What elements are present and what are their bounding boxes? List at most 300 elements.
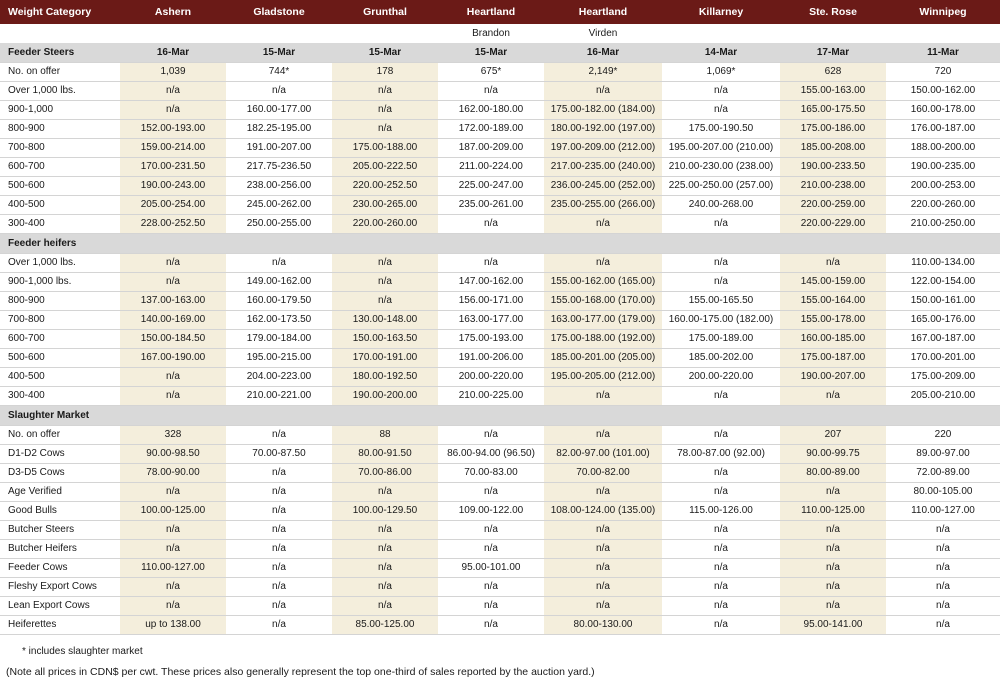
price-cell: n/a [438,520,544,539]
price-cell: 70.00-82.00 [544,463,662,482]
price-cell: n/a [780,558,886,577]
sale-date [332,233,438,253]
price-cell: n/a [226,558,332,577]
price-cell: n/a [438,425,544,444]
table-row [0,520,1000,539]
price-cell: 185.00-208.00 [780,138,886,157]
column-header-gladstone: Gladstone [226,0,332,24]
price-cell: n/a [120,272,226,291]
table-row [0,119,1000,138]
column-header-winnipeg: Winnipeg [886,0,1000,24]
sale-date [120,405,226,425]
price-cell: n/a [226,482,332,501]
row-label: 400-500 [0,367,120,386]
price-cell: n/a [544,214,662,233]
column-header-weight-category: Weight Category [0,0,120,24]
price-cell: 155.00-168.00 (170.00) [544,291,662,310]
row-label: 300-400 [0,214,120,233]
table-row [0,272,1000,291]
price-cell: 172.00-189.00 [438,119,544,138]
price-cell: 228.00-252.50 [120,214,226,233]
price-cell: 205.00-222.50 [332,157,438,176]
sale-date [544,405,662,425]
location-cell [662,24,780,42]
price-cell: 90.00-99.75 [780,444,886,463]
price-cell: n/a [226,501,332,520]
table-row [0,367,1000,386]
price-cell: n/a [438,596,544,615]
section-row [0,42,1000,62]
price-cell: 220.00-259.00 [780,195,886,214]
price-cell: n/a [438,615,544,634]
price-cell: 235.00-261.00 [438,195,544,214]
price-cell: n/a [332,272,438,291]
price-cell: n/a [544,253,662,272]
price-cell: 235.00-255.00 (266.00) [544,195,662,214]
sale-date [332,405,438,425]
price-cell: 204.00-223.00 [226,367,332,386]
price-cell: 70.00-86.00 [332,463,438,482]
price-cell: n/a [438,253,544,272]
price-cell: n/a [780,386,886,405]
price-cell: 78.00-87.00 (92.00) [662,444,780,463]
price-cell: 165.00-175.50 [780,100,886,119]
price-cell: n/a [226,615,332,634]
price-cell: 150.00-161.00 [886,291,1000,310]
price-cell: n/a [544,596,662,615]
price-cell: 182.25-195.00 [226,119,332,138]
price-cell: 628 [780,62,886,81]
location-row [0,24,1000,42]
price-cell: 210.00-238.00 [780,176,886,195]
price-cell: n/a [226,539,332,558]
price-cell: n/a [332,596,438,615]
table-row [0,539,1000,558]
table-row [0,444,1000,463]
price-cell: 90.00-98.50 [120,444,226,463]
price-cell: n/a [120,577,226,596]
price-cell: n/a [120,253,226,272]
price-cell: 220.00-260.00 [332,214,438,233]
location-cell [226,24,332,42]
row-label: 600-700 [0,157,120,176]
price-cell: n/a [226,520,332,539]
location-cell [332,24,438,42]
price-cell: 175.00-189.00 [662,329,780,348]
price-cell: 191.00-206.00 [438,348,544,367]
price-cell: n/a [662,482,780,501]
price-cell: 167.00-187.00 [886,329,1000,348]
price-cell: n/a [226,253,332,272]
sale-date: 15-Mar [226,42,332,62]
price-cell: 140.00-169.00 [120,310,226,329]
price-cell: 180.00-192.50 [332,367,438,386]
price-cell: 190.00-243.00 [120,176,226,195]
price-cell: 195.00-205.00 (212.00) [544,367,662,386]
table-row [0,482,1000,501]
price-cell: 70.00-83.00 [438,463,544,482]
price-cell: 178 [332,62,438,81]
price-cell: 110.00-134.00 [886,253,1000,272]
price-cell: 191.00-207.00 [226,138,332,157]
price-cell: 175.00-188.00 (192.00) [544,329,662,348]
price-cell: n/a [226,577,332,596]
price-cell: 200.00-220.00 [438,367,544,386]
price-cell: 179.00-184.00 [226,329,332,348]
price-cell: n/a [120,596,226,615]
price-cell: 238.00-256.00 [226,176,332,195]
price-cell: n/a [226,81,332,100]
price-cell: n/a [332,100,438,119]
price-cell: n/a [780,596,886,615]
row-label: Lean Export Cows [0,596,120,615]
price-cell: 155.00-165.50 [662,291,780,310]
price-cell: 160.00-179.50 [226,291,332,310]
price-cell: n/a [332,81,438,100]
price-cell: n/a [662,253,780,272]
price-cell: 245.00-262.00 [226,195,332,214]
price-cell: 89.00-97.00 [886,444,1000,463]
table-row [0,100,1000,119]
price-cell: 155.00-162.00 (165.00) [544,272,662,291]
price-cell: 217.75-236.50 [226,157,332,176]
row-label: 600-700 [0,329,120,348]
price-cell: 80.00-130.00 [544,615,662,634]
column-header-ashern: Ashern [120,0,226,24]
price-cell: n/a [544,482,662,501]
price-cell: 200.00-253.00 [886,176,1000,195]
row-label: D3-D5 Cows [0,463,120,482]
table-row [0,253,1000,272]
price-cell: n/a [544,425,662,444]
price-cell: 162.00-180.00 [438,100,544,119]
price-cell: 250.00-255.00 [226,214,332,233]
price-cell: 175.00-187.00 [780,348,886,367]
price-cell: 95.00-101.00 [438,558,544,577]
price-cell: n/a [662,615,780,634]
price-cell: n/a [544,81,662,100]
sale-date: 16-Mar [544,42,662,62]
price-cell: n/a [332,520,438,539]
price-cell: n/a [332,577,438,596]
price-cell: n/a [120,482,226,501]
price-cell: 110.00-127.00 [120,558,226,577]
row-label: 500-600 [0,348,120,367]
price-cell: 1,039 [120,62,226,81]
price-cell: n/a [780,539,886,558]
price-cell: 1,069* [662,62,780,81]
price-cell: 210.00-250.00 [886,214,1000,233]
price-cell: 675* [438,62,544,81]
price-cell: 205.00-254.00 [120,195,226,214]
price-cell: 190.00-200.00 [332,386,438,405]
price-cell: 160.00-177.00 [226,100,332,119]
price-cell: 110.00-127.00 [886,501,1000,520]
price-cell: n/a [120,81,226,100]
price-cell: 150.00-184.50 [120,329,226,348]
table-row [0,501,1000,520]
price-cell: 240.00-268.00 [662,195,780,214]
price-cell: 82.00-97.00 (101.00) [544,444,662,463]
price-cell: 130.00-148.00 [332,310,438,329]
sale-date [120,233,226,253]
price-cell: n/a [120,100,226,119]
price-cell: 225.00-250.00 (257.00) [662,176,780,195]
row-label: 700-800 [0,310,120,329]
price-cell: n/a [662,577,780,596]
price-cell: 175.00-188.00 [332,138,438,157]
price-cell: n/a [662,386,780,405]
price-cell: 159.00-214.00 [120,138,226,157]
price-cell: 162.00-173.50 [226,310,332,329]
price-cell: 137.00-163.00 [120,291,226,310]
row-label: Butcher Steers [0,520,120,539]
price-cell: 195.00-215.00 [226,348,332,367]
row-label: No. on offer [0,425,120,444]
section-title: Feeder Steers [0,42,120,62]
row-label: No. on offer [0,62,120,81]
row-label: 400-500 [0,195,120,214]
table-row [0,558,1000,577]
price-cell: n/a [544,558,662,577]
price-cell: 115.00-126.00 [662,501,780,520]
table-row [0,577,1000,596]
price-cell: 155.00-163.00 [780,81,886,100]
price-cell: 170.00-231.50 [120,157,226,176]
price-cell: 170.00-201.00 [886,348,1000,367]
price-cell: n/a [886,558,1000,577]
price-cell: 188.00-200.00 [886,138,1000,157]
price-cell: 150.00-162.00 [886,81,1000,100]
price-cell: 152.00-193.00 [120,119,226,138]
price-cell: 122.00-154.00 [886,272,1000,291]
price-cell: 175.00-182.00 (184.00) [544,100,662,119]
price-cell: 2,149* [544,62,662,81]
row-label: Over 1,000 lbs. [0,253,120,272]
price-cell: 175.00-193.00 [438,329,544,348]
row-label: Over 1,000 lbs. [0,81,120,100]
price-cell: 211.00-224.00 [438,157,544,176]
price-cell: n/a [780,253,886,272]
price-cell: n/a [120,520,226,539]
price-cell: 80.00-89.00 [780,463,886,482]
price-table-body [0,42,1000,634]
sale-date [226,233,332,253]
price-cell: 167.00-190.00 [120,348,226,367]
price-cell: 163.00-177.00 (179.00) [544,310,662,329]
price-cell: 175.00-186.00 [780,119,886,138]
price-cell: 187.00-209.00 [438,138,544,157]
table-row [0,62,1000,81]
location-cell [120,24,226,42]
sale-date [438,233,544,253]
table-row [0,310,1000,329]
price-cell: n/a [662,81,780,100]
price-cell: n/a [544,539,662,558]
price-cell: 163.00-177.00 [438,310,544,329]
price-cell: n/a [544,520,662,539]
sale-date [544,233,662,253]
table-row [0,176,1000,195]
price-cell: 147.00-162.00 [438,272,544,291]
table-row [0,157,1000,176]
column-header-ste-rose: Ste. Rose [780,0,886,24]
section-row [0,233,1000,253]
sale-date: 16-Mar [120,42,226,62]
row-label: Heiferettes [0,615,120,634]
price-cell: 149.00-162.00 [226,272,332,291]
price-cell: 210.00-221.00 [226,386,332,405]
table-row [0,214,1000,233]
sale-date: 11-Mar [886,42,1000,62]
price-cell: 720 [886,62,1000,81]
sale-date [438,405,544,425]
table-row [0,386,1000,405]
price-cell: 225.00-247.00 [438,176,544,195]
price-cell: n/a [662,425,780,444]
table-row [0,596,1000,615]
row-label: 800-900 [0,119,120,138]
sale-date [662,405,780,425]
row-label: Feeder Cows [0,558,120,577]
column-header-killarney: Killarney [662,0,780,24]
row-label: Good Bulls [0,501,120,520]
section-title: Slaughter Market [0,405,120,425]
price-cell: n/a [120,367,226,386]
row-label: 700-800 [0,138,120,157]
table-row [0,329,1000,348]
price-cell: n/a [438,539,544,558]
price-cell: 190.00-233.50 [780,157,886,176]
price-cell: 86.00-94.00 (96.50) [438,444,544,463]
price-cell: 185.00-202.00 [662,348,780,367]
table-row [0,348,1000,367]
sale-date [780,405,886,425]
price-cell: 80.00-105.00 [886,482,1000,501]
price-cell: 170.00-191.00 [332,348,438,367]
sale-date: 14-Mar [662,42,780,62]
location-cell [886,24,1000,42]
column-header-grunthal: Grunthal [332,0,438,24]
price-cell: 220 [886,425,1000,444]
price-cell: 160.00-185.00 [780,329,886,348]
column-header-heartland-virden: Heartland [544,0,662,24]
table-row [0,425,1000,444]
price-cell: n/a [226,425,332,444]
table-row [0,195,1000,214]
price-cell: n/a [120,386,226,405]
location-cell [0,24,120,42]
section-row [0,405,1000,425]
price-cell: 145.00-159.00 [780,272,886,291]
price-cell: n/a [886,577,1000,596]
price-cell: n/a [544,386,662,405]
price-cell: 210.00-225.00 [438,386,544,405]
price-cell: n/a [662,539,780,558]
price-cell: 220.00-229.00 [780,214,886,233]
price-cell: 108.00-124.00 (135.00) [544,501,662,520]
price-cell: n/a [886,520,1000,539]
table-row [0,615,1000,634]
price-cell: 220.00-260.00 [886,195,1000,214]
price-cell: n/a [886,539,1000,558]
price-cell: 160.00-175.00 (182.00) [662,310,780,329]
price-cell: n/a [332,119,438,138]
location-cell [780,24,886,42]
price-cell: 72.00-89.00 [886,463,1000,482]
price-cell: n/a [662,463,780,482]
sale-date [662,233,780,253]
table-row [0,138,1000,157]
price-cell: n/a [332,539,438,558]
price-cell: n/a [662,272,780,291]
price-cell: n/a [332,291,438,310]
price-cell: n/a [438,577,544,596]
price-note: (Note all prices in CDN$ per cwt. These prices also generally represent the top one-third of sales reported by the auction yard.) [6,666,595,678]
price-cell: 190.00-235.00 [886,157,1000,176]
price-cell: 165.00-176.00 [886,310,1000,329]
price-cell: 185.00-201.00 (205.00) [544,348,662,367]
price-cell: n/a [662,596,780,615]
location-cell: Brandon [438,24,544,42]
price-cell: 210.00-230.00 (238.00) [662,157,780,176]
price-cell: 160.00-178.00 [886,100,1000,119]
table-row [0,81,1000,100]
price-cell: n/a [226,463,332,482]
price-cell: 176.00-187.00 [886,119,1000,138]
price-cell: 175.00-190.50 [662,119,780,138]
price-cell: 207 [780,425,886,444]
price-cell: 70.00-87.50 [226,444,332,463]
row-label: Fleshy Export Cows [0,577,120,596]
price-cell: 328 [120,425,226,444]
price-cell: 110.00-125.00 [780,501,886,520]
row-label: 900-1,000 [0,100,120,119]
price-cell: 150.00-163.50 [332,329,438,348]
price-cell: n/a [886,615,1000,634]
price-cell: n/a [780,482,886,501]
table-row [0,463,1000,482]
price-cell: n/a [332,482,438,501]
sale-date [886,405,1000,425]
price-cell: n/a [886,596,1000,615]
price-cell: up to 138.00 [120,615,226,634]
price-cell: n/a [120,539,226,558]
sale-date [226,405,332,425]
header-row [0,0,1000,24]
price-cell: 236.00-245.00 (252.00) [544,176,662,195]
price-cell: 156.00-171.00 [438,291,544,310]
price-cell: 217.00-235.00 (240.00) [544,157,662,176]
price-cell: n/a [226,596,332,615]
row-label: 800-900 [0,291,120,310]
price-cell: 200.00-220.00 [662,367,780,386]
price-cell: 744* [226,62,332,81]
sale-date [780,233,886,253]
row-label: D1-D2 Cows [0,444,120,463]
row-label: 900-1,000 lbs. [0,272,120,291]
price-cell: 88 [332,425,438,444]
price-cell: n/a [662,558,780,577]
price-cell: 220.00-252.50 [332,176,438,195]
price-cell: 78.00-90.00 [120,463,226,482]
price-cell: n/a [662,214,780,233]
price-cell: n/a [780,577,886,596]
sale-date: 15-Mar [332,42,438,62]
price-cell: n/a [780,520,886,539]
section-title: Feeder heifers [0,233,120,253]
price-cell: 100.00-125.00 [120,501,226,520]
